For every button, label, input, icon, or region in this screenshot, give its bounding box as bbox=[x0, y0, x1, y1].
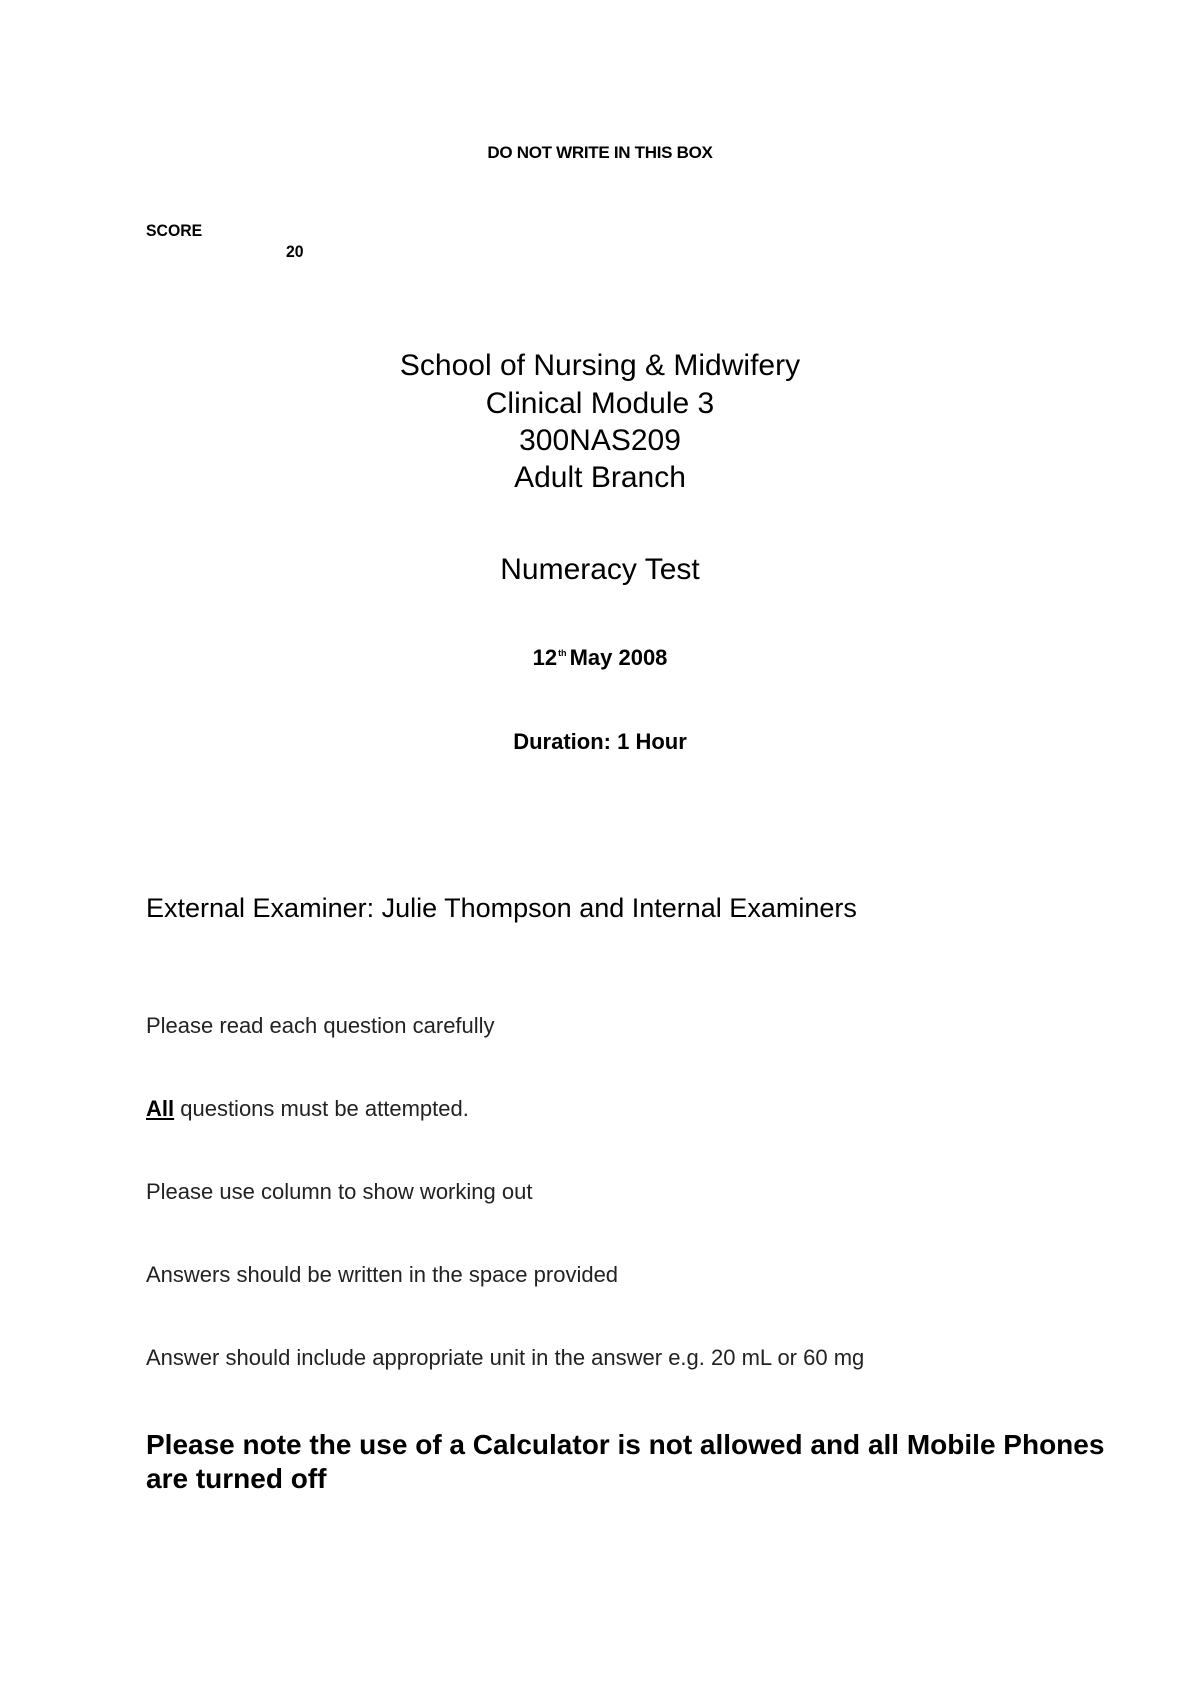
instruction-working-out: Please use column to show working out bbox=[146, 1179, 533, 1204]
examiners-line: External Examiner: Julie Thompson and Internal Examiners bbox=[146, 893, 857, 923]
score-box-heading: DO NOT WRITE IN THIS BOX bbox=[487, 143, 713, 162]
score-max: 20 bbox=[286, 242, 304, 261]
exam-duration: Duration: 1 Hour bbox=[513, 729, 687, 754]
score-label: SCORE bbox=[146, 221, 203, 240]
instruction-attempt-all bbox=[146, 1096, 469, 1122]
test-name: Numeracy Test bbox=[500, 553, 700, 586]
calculator-note: Please note the use of a Calculator is not allowed and all Mobile Phones are turned off bbox=[146, 1429, 1105, 1494]
date-suffix: th bbox=[558, 648, 567, 658]
emphasis-all: All bbox=[146, 1096, 175, 1121]
instruction-read: Please read each question carefully bbox=[146, 1013, 495, 1038]
instruction-units: Answer should include appropriate unit in the answer e.g. 20 mL or 60 mg bbox=[146, 1345, 865, 1370]
exam-date bbox=[0, 645, 1200, 671]
instruction-attempt-rest: questions must be attempted. bbox=[174, 1096, 469, 1121]
branch-name: Adult Branch bbox=[514, 461, 686, 494]
school-name: School of Nursing & Midwifery bbox=[399, 349, 801, 382]
date-rest: May 2008 bbox=[569, 645, 668, 670]
instruction-answer-space: Answers should be written in the space provided bbox=[146, 1262, 619, 1287]
module-name: Clinical Module 3 bbox=[485, 387, 715, 420]
date-day: 12 bbox=[532, 645, 558, 670]
module-code: 300NAS209 bbox=[519, 424, 681, 457]
